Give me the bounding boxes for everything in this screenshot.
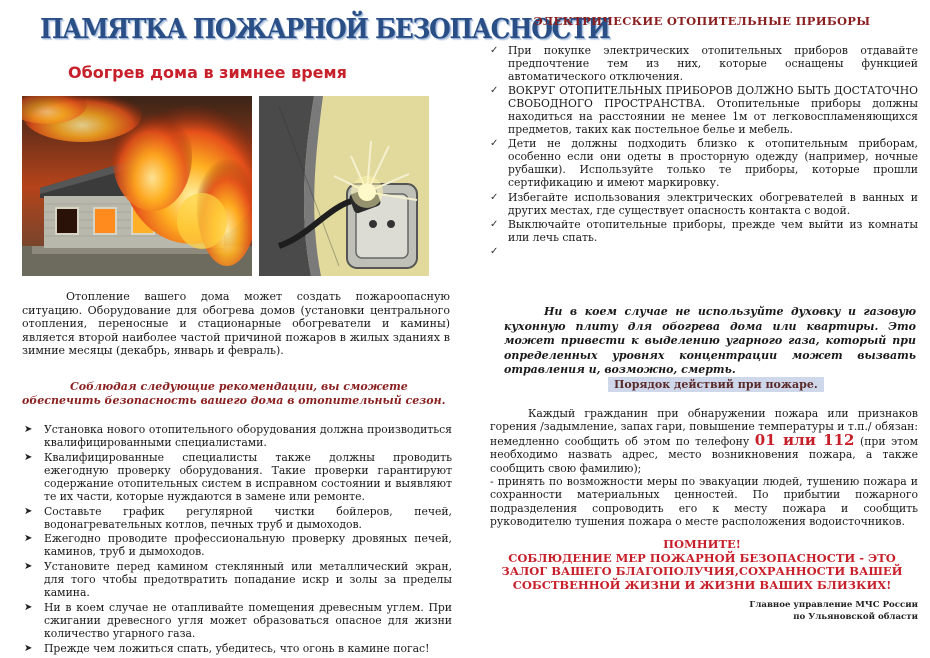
list-item-text: Установите перед камином стеклянный или металлический экран, для того чтобы предотвратить попадание искр и золы за пределы камина. xyxy=(44,560,452,600)
sparking-socket-image xyxy=(259,96,429,276)
list-item xyxy=(488,44,918,83)
arrow-bullet-icon: ➤ xyxy=(24,533,33,545)
page-title: ПАМЯТКА ПОЖАРНОЙ БЕЗОПАСНОСТИ xyxy=(40,14,610,45)
procedure-text-second: - принять по возможности меры по эвакуации людей, тушению пожара и сохранности материальных ценностей. По прибытии пожарного подразделения сопроводить его к месту пожара и сообщить руководителю тушения пожара о месте расположения водоисточников. xyxy=(490,475,918,529)
remember-block xyxy=(484,538,920,592)
remember-text: СОБЛЮДЕНИЕ МЕР ПОЖАРНОЙ БЕЗОПАСНОСТИ - ЭТО ЗАЛОГ ВАШЕГО БЛАГОПОЛУЧИЯ,СОХРАННОСТИ ВАШЕЙ СОБСТВЕННОЙ ЖИЗНИ И ЖИЗНИ ВАШИХ БЛИЗКИХ! xyxy=(501,550,903,592)
emergency-phone: 01 или 112 xyxy=(754,430,855,449)
recommendations-list xyxy=(22,423,452,657)
right-column xyxy=(484,8,920,653)
arrow-bullet-icon: ➤ xyxy=(24,424,33,435)
list-item xyxy=(488,84,918,136)
list-item xyxy=(22,560,452,599)
electric-heaters-list xyxy=(488,44,918,259)
checkmark-icon: ✓ xyxy=(490,85,499,97)
list-item xyxy=(488,245,918,258)
list-item xyxy=(22,642,452,655)
list-item-text: Составьте график регулярной чистки бойлеров, печей, водонагревательных котлов, печных труб и дымоходов. xyxy=(44,504,452,531)
list-item-text: Выключайте отопительные приборы, прежде чем выйти из комнаты или лечь спать. xyxy=(508,217,918,244)
gas-stove-warning: Ни в коем случае не используйте духовку и газовую кухонную плиту для обогрева дома или квартиры. Это может привести к выделению угарного газа, который при определенных уровнях концентрации может вызвать отравления и, возможно, смерть. xyxy=(504,305,916,377)
fire-procedure-heading: Порядок действий при пожаре. xyxy=(608,377,824,392)
list-item-text: Дети не должны подходить близко к отопительным приборам, особенно если они одеты в просторную одежду (например, ночные рубашки). Используйте только те приборы, которые прошли сертификацию и имеют маркировку. xyxy=(508,137,918,190)
electric-heaters-heading: ЭЛЕКТРИЧЕСКИЕ ОТОПИТЕЛЬНЫЕ ПРИБОРЫ xyxy=(533,14,871,28)
list-item-text: Ежегодно проводите профессиональную проверку дровяных печей, каминов, труб и дымоходов. xyxy=(44,532,452,559)
procedure-text-before: Каждый гражданин при обнаружении пожара или признаков горения /задымление, запах гари, повышение температуры и т.п./ обязан: немедленно сообщить об этом по телефону xyxy=(490,407,918,448)
signature xyxy=(718,599,918,623)
list-item xyxy=(22,601,452,640)
list-item-text: ВОКРУГ ОТОПИТЕЛЬНЫХ ПРИБОРОВ ДОЛЖНО БЫТЬ ДОСТАТОЧНО СВОБОДНОГО ПРОСТРАНСТВА. Отопительные приборы должны находиться на расстоянии не менее 1м от легковоспламеняющихся предметов, таких как постельное белье и мебель. xyxy=(508,84,918,137)
list-item xyxy=(22,423,452,449)
recommendation-heading: Соблюдая следующие рекомендации, вы сможете обеспечить безопасность вашего дома в отопительный сезон. xyxy=(22,380,446,407)
checkmark-icon: ✓ xyxy=(490,218,499,230)
list-item-text: При покупке электрических отопительных приборов отдавайте предпочтение тем из них, которые оснащены функцией автоматического отключения. xyxy=(508,44,918,83)
list-item xyxy=(22,505,452,531)
list-item-text: Квалифицированные специалисты также должны проводить ежегодную проверку оборудования. Такие проверки гарантируют содержание отопительных систем в исправном состоянии и выявляют те их части, которые нуждаются в замене или ремонте. xyxy=(44,450,452,503)
procedure-text-after: (при этом необходимо назвать адрес, место возникновения пожара, а также сообщить свою фамилию); xyxy=(490,434,918,475)
list-item xyxy=(488,137,918,189)
remember-title: ПОМНИТЕ! xyxy=(663,537,741,551)
list-item-text: Ни в коем случае не отапливайте помещения древесным углем. При сжигании древесного угля может образоваться опасное для жизни количество угарного газа. xyxy=(44,600,452,640)
list-item xyxy=(488,218,918,244)
list-item-text: Прежде чем ложиться спать, убедитесь, что огонь в камине погас! xyxy=(44,641,430,655)
checkmark-icon: ✓ xyxy=(490,138,499,150)
fire-procedure-text xyxy=(490,407,918,529)
page-subtitle: Обогрев дома в зимнее время xyxy=(68,63,347,82)
list-item xyxy=(22,532,452,558)
checkmark-icon: ✓ xyxy=(490,45,499,56)
list-item-text: Избегайте использования электрических обогревателей в ванных и других местах, где существует опасность контакта с водой. xyxy=(508,190,918,217)
arrow-bullet-icon: ➤ xyxy=(24,505,33,517)
signature-line-1: Главное управление МЧС России xyxy=(749,600,918,610)
arrow-bullet-icon: ➤ xyxy=(24,561,33,573)
list-item xyxy=(488,191,918,217)
arrow-bullet-icon: ➤ xyxy=(24,642,33,654)
checkmark-icon: ✓ xyxy=(490,245,499,257)
signature-line-2: по Ульяновской области xyxy=(793,612,918,622)
burning-house-image xyxy=(22,96,252,276)
list-item-text: Установка нового отопительного оборудования должна производиться квалифицированными специалистами. xyxy=(44,423,452,449)
arrow-bullet-icon: ➤ xyxy=(24,601,33,613)
list-item xyxy=(22,451,452,503)
checkmark-icon: ✓ xyxy=(490,191,499,203)
intro-paragraph: Отопление вашего дома может создать пожароопасную ситуацию. Оборудование для обогрева домов (установки центрального отопления, переносные и стационарные обогреватели и камины) является второй наиболее частой причиной пожаров в жилых зданиях в зимние месяцы (декабрь, январь и февраль). xyxy=(22,290,450,358)
left-column xyxy=(14,8,610,655)
arrow-bullet-icon: ➤ xyxy=(24,451,33,463)
